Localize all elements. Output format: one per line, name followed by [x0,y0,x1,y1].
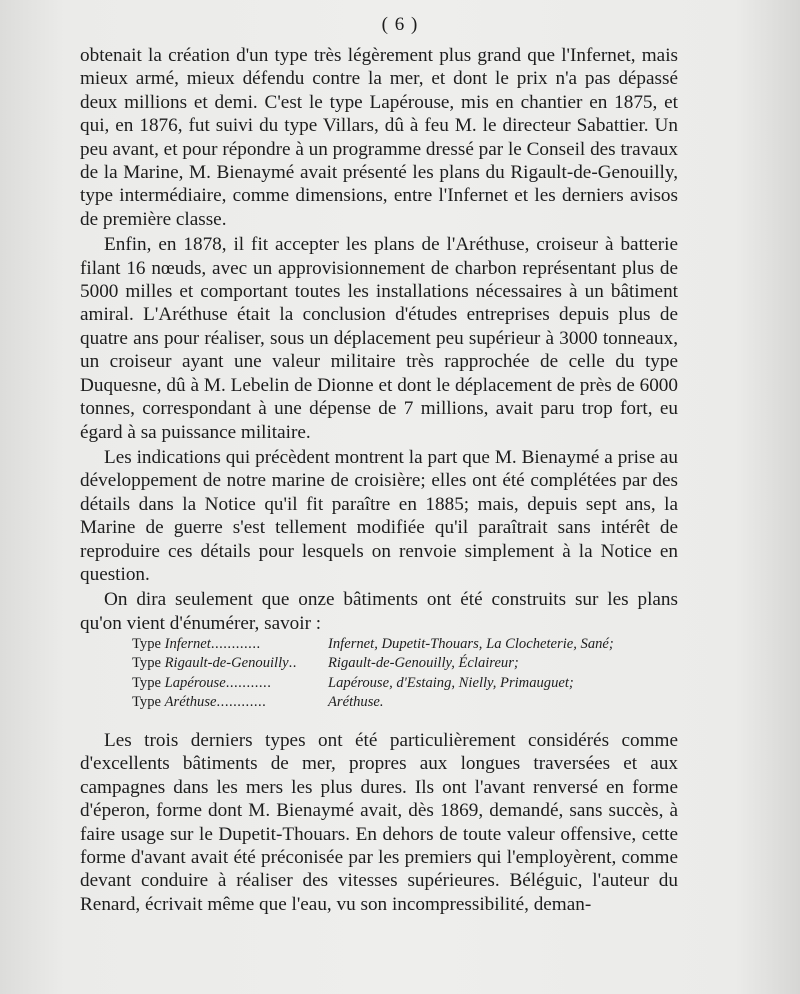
ships-list: Infernet, Dupetit-Thouars, La Clocheterie, Sané; [328,636,614,652]
type-name: Aréthuse [164,693,217,710]
paragraph-5: Les trois derniers types ont été particulièrement considérés comme d'excellents bâtiments de mer, propres aux longues traversées et aux campagnes dans les mers les plus dures. Ils ont l'avant renversé en forme d'éperon, forme dont M. Bienaymé avait, dès 1869, demandé, sans succès, à faire usage sur le Dupetit-Thouars. En dehors de toute valeur offensive, cette forme d'avant avait été préconisée par les premiers qui l'employèrent, comme devant conduire à réaliser des vitesses supérieures. Béléguic, l'auteur du Renard, écrivait même que l'eau, vu son incompressibilité, deman- [80,730,678,915]
list-item: Type Infernet............ Infernet, Dupetit-Thouars, La Clocheterie, Sané; [132,635,692,654]
body-text-bottom [80,729,678,916]
body-text-top [80,44,678,635]
paragraph-4: On dira seulement que onze bâtiments ont été construits sur les plans qu'on vient d'énumérer, savoir : [80,589,678,634]
paragraph-2: Enfin, en 1878, il fit accepter les plans de l'Aréthuse, croiseur à batterie filant 16 nœuds, avec un approvisionnement de charbon représentant plus de 5000 milles et comportant toutes les installations nécessaires à un bâtiment amiral. L'Aréthuse était la conclusion d'études entreprises depuis plus de quatre ans pour réaliser, sous un déplacement peu supérieur à 3000 tonneaux, un croiseur ayant une valeur militaire très rapprochée de celle du type Duquesne, dû à M. Lebelin de Dionne et dont le déplacement de près de 6000 tonnes, correspondant à une dépense de 7 millions, avait paru trop fort, eu égard à sa puissance militaire. [80,234,678,443]
list-item: Type Aréthuse............ Aréthuse. [132,693,692,712]
ships-list: Rigault-de-Genouilly, Éclaireur; [328,655,519,672]
ship-types-list [132,635,692,712]
paragraph-1: obtenait la création d'un type très légèrement plus grand que l'Infernet, mais mieux armé, mieux défendu contre la mer, et dont le prix n'a pas dépassé deux millions et demi. C'est le type Lapérouse, mis en chantier en 1875, et qui, en 1876, fut suivi du type Villars, dû à feu M. le directeur Sabattier. Un peu avant, et pour répondre à un programme dressé par le Conseil des travaux de la Marine, M. Bienaymé avait présenté les plans du Rigault-de-Genouilly, type intermédiaire, comme dimensions, entre l'Infernet et les derniers avisos de première classe. [80,45,678,230]
paragraph-3: Les indications qui précèdent montrent la part que M. Bienaymé a prise au développement de notre marine de croisière; elles ont été complétées par des détails dans la Notice qu'il fit paraître en 1885; mais, depuis sept ans, la Marine de guerre s'est tellement modifiée qu'il paraîtrait sans intérêt de reproduire ces détails pour lesquels on renvoie simplement à la Notice en question. [80,446,678,585]
type-name: Rigault-de-Genouilly [164,655,289,672]
type-name: Lapérouse [164,674,226,691]
page-number: ( 6 ) [381,14,419,35]
ships-list: Lapérouse, d'Estaing, Nielly, Primauguet; [328,674,574,691]
list-item: Type Rigault-de-Genouilly.. Rigault-de-Genouilly, Éclaireur; [132,654,692,673]
type-name: Infernet [164,636,211,652]
ships-list: Aréthuse. [328,693,384,710]
list-item: Type Lapérouse........... Lapérouse, d'Estaing, Nielly, Primauguet; [132,674,692,693]
